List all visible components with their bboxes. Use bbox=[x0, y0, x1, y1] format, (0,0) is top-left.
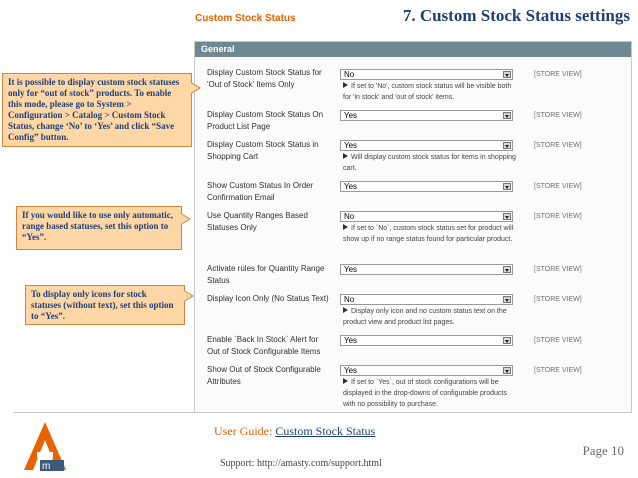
setting-note: If set to `Yes`, out of stock configurations will be displayed in the drop-downs of configurable products with no possibility to purchase. bbox=[343, 379, 507, 408]
scope-label: [STORE VIEW] bbox=[534, 266, 582, 273]
setting-select[interactable]: Yes bbox=[340, 181, 513, 192]
setting-select[interactable]: Yes bbox=[340, 140, 513, 151]
setting-note: If set to `No`, custom stock status set for product will show up if no range status found for particular product. bbox=[343, 225, 514, 243]
setting-label: Activate rules for Quantity Range Status bbox=[207, 264, 325, 285]
setting-label: Display Icon Only (No Status Text) bbox=[207, 294, 329, 303]
setting-note: Display only icon and no custom status text on the product view and product list pages. bbox=[343, 308, 507, 326]
dropdown-arrow-icon bbox=[503, 296, 511, 303]
amasty-logo-icon bbox=[20, 420, 70, 472]
note-arrow-icon bbox=[343, 81, 349, 87]
setting-label: Display Custom Stock Status in Shopping Cart bbox=[207, 140, 319, 161]
scope-label: [STORE VIEW] bbox=[534, 296, 582, 303]
note-arrow-icon bbox=[343, 306, 349, 312]
fieldset-header-general[interactable]: General bbox=[195, 42, 631, 57]
dropdown-arrow-icon bbox=[503, 112, 511, 119]
note-arrow-icon bbox=[343, 223, 349, 229]
scope-label: [STORE VIEW] bbox=[534, 71, 582, 78]
dropdown-arrow-icon bbox=[503, 367, 511, 374]
setting-label: Show Custom Status In Order Confirmation Email bbox=[207, 181, 314, 202]
scope-label: [STORE VIEW] bbox=[534, 183, 582, 190]
footer-divider bbox=[14, 412, 628, 413]
dropdown-arrow-icon bbox=[503, 337, 511, 344]
panel-title: Custom Stock Status bbox=[195, 13, 296, 24]
footer-user-guide: User Guide: Custom Stock Status bbox=[214, 424, 376, 438]
svg-text:m: m bbox=[42, 461, 51, 472]
setting-label: Display Custom Stock Status On Product List Page bbox=[207, 110, 324, 131]
setting-select[interactable]: Yes bbox=[340, 365, 513, 376]
settings-panel bbox=[194, 41, 632, 413]
setting-note: If set to 'No', custom stock status will be visible both for 'in stock' and 'out of stock' items. bbox=[343, 83, 512, 101]
setting-note: Will display custom stock status for items in shopping cart. bbox=[343, 154, 516, 172]
scope-label: [STORE VIEW] bbox=[534, 142, 582, 149]
dropdown-arrow-icon bbox=[503, 142, 511, 149]
setting-select[interactable]: No bbox=[340, 294, 513, 305]
callout-quantity-ranges: If you would like to use only automatic, range based statuses, set this option to “Yes”. bbox=[16, 206, 182, 250]
setting-select[interactable]: No bbox=[340, 69, 513, 80]
scope-label: [STORE VIEW] bbox=[534, 213, 582, 220]
setting-label: Show Out of Stock Configurable Attributes bbox=[207, 365, 321, 386]
scope-label: [STORE VIEW] bbox=[534, 367, 582, 374]
setting-select[interactable]: Yes bbox=[340, 110, 513, 121]
dropdown-arrow-icon bbox=[503, 71, 511, 78]
note-arrow-icon bbox=[343, 152, 349, 158]
slide-title: 7. Custom Stock Status settings bbox=[402, 6, 630, 25]
scope-label: [STORE VIEW] bbox=[534, 337, 582, 344]
user-guide-link[interactable]: Custom Stock Status bbox=[275, 424, 376, 438]
setting-select[interactable]: Yes bbox=[340, 264, 513, 275]
setting-select[interactable]: No bbox=[340, 211, 513, 222]
dropdown-arrow-icon bbox=[503, 213, 511, 220]
dropdown-arrow-icon bbox=[503, 266, 511, 273]
setting-label: Use Quantity Ranges Based Statuses Only bbox=[207, 211, 308, 232]
dropdown-arrow-icon bbox=[503, 183, 511, 190]
setting-label: Enable `Back In Stock` Alert for Out of Stock Configurable Items bbox=[207, 335, 321, 356]
note-arrow-icon bbox=[343, 377, 349, 383]
footer-support: Support: http://amasty.com/support.html bbox=[220, 458, 382, 469]
page-number: Page 10 bbox=[582, 443, 624, 458]
setting-label: Display Custom Stock Status for 'Out of Stock' Items Only bbox=[207, 68, 322, 89]
scope-label: [STORE VIEW] bbox=[534, 112, 582, 119]
setting-select[interactable]: Yes bbox=[340, 335, 513, 346]
callout-out-of-stock: It is possible to display custom stock statuses only for “out of stock” products. To enable this mode, please go to System > Configuration > Catalog > Custom Stock Status, change ‘No’ to ‘Yes’ and click “Save Config” button. bbox=[2, 73, 192, 147]
callout-icon-only: To display only icons for stock statuses (without text), set this option to “Yes”. bbox=[25, 285, 185, 325]
